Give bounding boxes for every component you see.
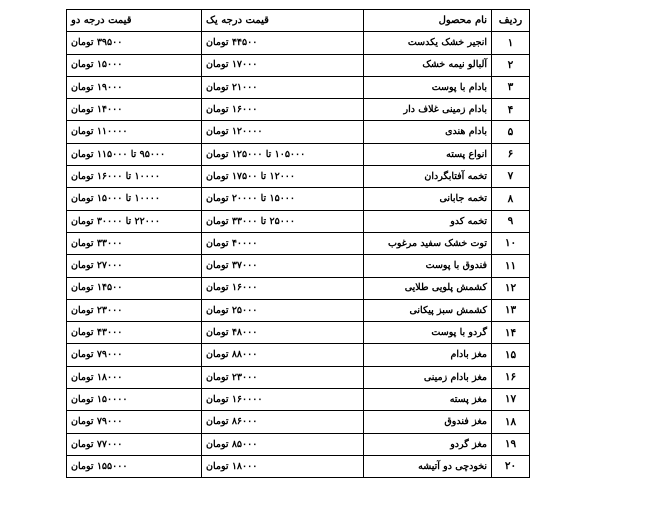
row-price-grade-one: ۱۲۰۰۰ تا ۱۷۵۰۰ تومان bbox=[202, 166, 364, 188]
row-price-grade-one: ۲۵۰۰۰ تا ۳۳۰۰۰ تومان bbox=[202, 210, 364, 232]
row-index: ۱۵ bbox=[492, 344, 530, 366]
table-row bbox=[67, 54, 530, 76]
table-row bbox=[67, 255, 530, 277]
row-product-name: کشمش سبز پیکانی bbox=[364, 299, 492, 321]
row-product-name: بادام هندی bbox=[364, 121, 492, 143]
row-price-grade-one: ۱۶۰۰۰ تومان bbox=[202, 99, 364, 121]
row-index: ۱۹ bbox=[492, 433, 530, 455]
header-index: ردیف bbox=[492, 10, 530, 32]
row-product-name: فندوق با پوست bbox=[364, 255, 492, 277]
table-row bbox=[67, 411, 530, 433]
row-price-grade-two: ۱۵۰۰۰ تومان bbox=[67, 54, 202, 76]
row-price-grade-one: ۱۲۰۰۰۰ تومان bbox=[202, 121, 364, 143]
row-price-grade-two: ۷۹۰۰۰ تومان bbox=[67, 411, 202, 433]
table-row bbox=[67, 210, 530, 232]
row-product-name: تخمه آفتابگردان bbox=[364, 166, 492, 188]
table-row bbox=[67, 121, 530, 143]
row-index: ۶ bbox=[492, 143, 530, 165]
row-index: ۵ bbox=[492, 121, 530, 143]
row-product-name: گردو با پوست bbox=[364, 322, 492, 344]
table-header-row bbox=[67, 10, 530, 32]
row-product-name: مغز پسته bbox=[364, 389, 492, 411]
row-index: ۳ bbox=[492, 76, 530, 98]
row-index: ۱۲ bbox=[492, 277, 530, 299]
row-product-name: نخودچی دو آتیشه bbox=[364, 455, 492, 477]
row-price-grade-two: ۱۹۰۰۰ تومان bbox=[67, 76, 202, 98]
row-price-grade-two: ۳۹۵۰۰ تومان bbox=[67, 32, 202, 54]
row-price-grade-two: ۹۵۰۰۰ تا ۱۱۵۰۰۰ تومان bbox=[67, 143, 202, 165]
header-price-grade-one: قیمت درجه یک bbox=[202, 10, 364, 32]
row-product-name: مغز گردو bbox=[364, 433, 492, 455]
row-index: ۱۳ bbox=[492, 299, 530, 321]
row-price-grade-one: ۴۸۰۰۰ تومان bbox=[202, 322, 364, 344]
row-price-grade-two: ۷۹۰۰۰ تومان bbox=[67, 344, 202, 366]
row-price-grade-one: ۱۶۰۰۰ تومان bbox=[202, 277, 364, 299]
row-price-grade-two: ۱۰۰۰۰ تا ۱۵۰۰۰ تومان bbox=[67, 188, 202, 210]
row-product-name: توت خشک سفید مرغوب bbox=[364, 232, 492, 254]
table-row bbox=[67, 344, 530, 366]
table-row bbox=[67, 188, 530, 210]
table-row bbox=[67, 232, 530, 254]
row-price-grade-one: ۸۸۰۰۰ تومان bbox=[202, 344, 364, 366]
row-price-grade-two: ۳۳۰۰۰ تومان bbox=[67, 232, 202, 254]
row-product-name: تخمه کدو bbox=[364, 210, 492, 232]
header-price-grade-two: قیمت درجه دو bbox=[67, 10, 202, 32]
row-price-grade-one: ۴۴۵۰۰ تومان bbox=[202, 32, 364, 54]
row-index: ۲۰ bbox=[492, 455, 530, 477]
table-row bbox=[67, 322, 530, 344]
row-price-grade-two: ۱۸۰۰۰ تومان bbox=[67, 366, 202, 388]
price-table bbox=[66, 9, 530, 478]
row-price-grade-two: ۴۳۰۰۰ تومان bbox=[67, 322, 202, 344]
row-index: ۸ bbox=[492, 188, 530, 210]
table-row bbox=[67, 166, 530, 188]
row-product-name: مغز بادام bbox=[364, 344, 492, 366]
table-row bbox=[67, 76, 530, 98]
row-price-grade-one: ۱۵۰۰۰ تا ۲۰۰۰۰ تومان bbox=[202, 188, 364, 210]
row-price-grade-one: ۲۵۰۰۰ تومان bbox=[202, 299, 364, 321]
row-index: ۴ bbox=[492, 99, 530, 121]
table-row bbox=[67, 32, 530, 54]
row-index: ۱۴ bbox=[492, 322, 530, 344]
row-price-grade-two: ۱۰۰۰۰ تا ۱۶۰۰۰ تومان bbox=[67, 166, 202, 188]
row-product-name: مغز بادام زمینی bbox=[364, 366, 492, 388]
row-product-name: بادام زمینی غلاف دار bbox=[364, 99, 492, 121]
row-index: ۱۷ bbox=[492, 389, 530, 411]
row-price-grade-two: ۱۱۰۰۰۰ تومان bbox=[67, 121, 202, 143]
row-price-grade-one: ۴۰۰۰۰ تومان bbox=[202, 232, 364, 254]
row-price-grade-two: ۱۵۵۰۰۰ تومان bbox=[67, 455, 202, 477]
row-product-name: کشمش پلویی طلایی bbox=[364, 277, 492, 299]
row-price-grade-one: ۱۸۰۰۰ تومان bbox=[202, 455, 364, 477]
table-row bbox=[67, 389, 530, 411]
row-price-grade-two: ۱۴۵۰۰ تومان bbox=[67, 277, 202, 299]
table-row bbox=[67, 277, 530, 299]
header-product-name: نام محصول bbox=[364, 10, 492, 32]
row-price-grade-two: ۲۲۰۰۰ تا ۳۰۰۰۰ تومان bbox=[67, 210, 202, 232]
row-price-grade-one: ۱۶۰۰۰۰ تومان bbox=[202, 389, 364, 411]
row-price-grade-one: ۸۶۰۰۰ تومان bbox=[202, 411, 364, 433]
row-price-grade-one: ۱۷۰۰۰ تومان bbox=[202, 54, 364, 76]
table-row bbox=[67, 433, 530, 455]
row-price-grade-one: ۲۳۰۰۰ تومان bbox=[202, 366, 364, 388]
row-product-name: انجیر خشک یکدست bbox=[364, 32, 492, 54]
row-index: ۹ bbox=[492, 210, 530, 232]
row-product-name: انواع پسته bbox=[364, 143, 492, 165]
table-row bbox=[67, 143, 530, 165]
row-index: ۲ bbox=[492, 54, 530, 76]
row-price-grade-two: ۷۷۰۰۰ تومان bbox=[67, 433, 202, 455]
table-row bbox=[67, 366, 530, 388]
row-price-grade-two: ۱۵۰۰۰۰ تومان bbox=[67, 389, 202, 411]
row-index: ۱۱ bbox=[492, 255, 530, 277]
table-body bbox=[67, 32, 530, 478]
row-price-grade-one: ۳۷۰۰۰ تومان bbox=[202, 255, 364, 277]
table-row bbox=[67, 299, 530, 321]
row-price-grade-two: ۲۷۰۰۰ تومان bbox=[67, 255, 202, 277]
table-row bbox=[67, 99, 530, 121]
row-product-name: بادام با پوست bbox=[364, 76, 492, 98]
row-index: ۱۶ bbox=[492, 366, 530, 388]
row-price-grade-one: ۸۵۰۰۰ تومان bbox=[202, 433, 364, 455]
row-price-grade-two: ۲۳۰۰۰ تومان bbox=[67, 299, 202, 321]
row-product-name: مغز فندوق bbox=[364, 411, 492, 433]
row-index: ۷ bbox=[492, 166, 530, 188]
row-price-grade-two: ۱۴۰۰۰ تومان bbox=[67, 99, 202, 121]
row-price-grade-one: ۱۰۵۰۰۰ تا ۱۲۵۰۰۰ تومان bbox=[202, 143, 364, 165]
row-product-name: آلبالو نیمه خشک bbox=[364, 54, 492, 76]
table-row bbox=[67, 455, 530, 477]
row-index: ۱۰ bbox=[492, 232, 530, 254]
row-price-grade-one: ۲۱۰۰۰ تومان bbox=[202, 76, 364, 98]
row-index: ۱ bbox=[492, 32, 530, 54]
row-index: ۱۸ bbox=[492, 411, 530, 433]
row-product-name: تخمه جابانی bbox=[364, 188, 492, 210]
